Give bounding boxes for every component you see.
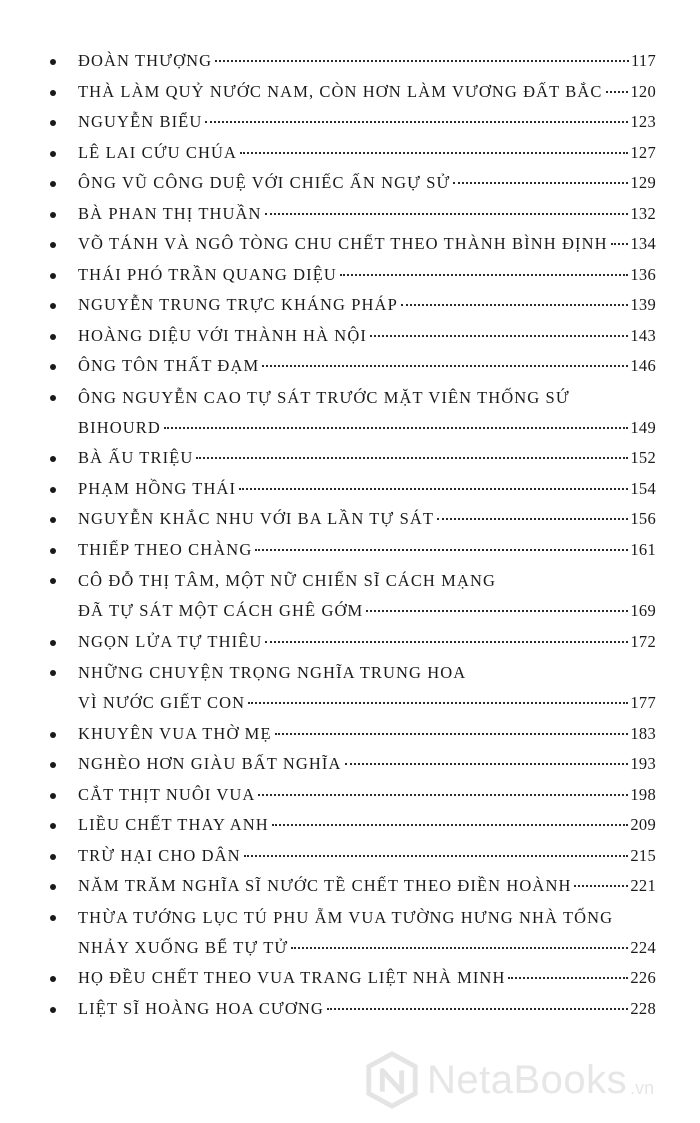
toc-entry xyxy=(50,565,656,627)
bullet-icon xyxy=(50,670,56,676)
bullet-icon xyxy=(50,487,56,493)
toc-line xyxy=(78,351,656,382)
toc-title: TRỪ HẠI CHO DÂN xyxy=(78,845,241,865)
bullet-icon xyxy=(50,395,56,401)
toc-page-number: 146 xyxy=(630,356,656,375)
dot-leader xyxy=(611,242,629,245)
toc-title: HOÀNG DIỆU VỚI THÀNH HÀ NỘI xyxy=(78,325,367,345)
toc-title: ÔNG VŨ CÔNG DUỆ VỚI CHIẾC ẤN NGỰ SỬ xyxy=(78,173,451,192)
toc-line xyxy=(78,657,656,688)
toc-page-number: 129 xyxy=(630,173,656,192)
toc-line xyxy=(78,749,656,780)
dot-leader xyxy=(164,426,628,429)
toc-entry xyxy=(50,474,656,505)
bullet-icon xyxy=(50,1007,56,1013)
toc-title: VÌ NƯỚC GIẾT CON xyxy=(78,693,246,712)
toc-page-number: 143 xyxy=(630,325,656,345)
toc-title: THIẾP THEO CHÀNG xyxy=(78,539,253,559)
toc-title: CẮT THỊT NUÔI VUA xyxy=(78,784,256,804)
toc-entry xyxy=(50,382,656,444)
toc-line xyxy=(78,871,656,902)
dot-leader xyxy=(345,762,629,765)
dot-leader xyxy=(262,364,628,367)
toc-entry xyxy=(50,229,656,260)
bullet-icon xyxy=(50,793,56,799)
bullet-icon xyxy=(50,90,56,96)
dot-leader xyxy=(340,273,628,276)
bullet-icon xyxy=(50,212,56,218)
dot-leader xyxy=(508,976,628,979)
bullet-icon xyxy=(50,915,56,921)
bullet-icon xyxy=(50,640,56,646)
dot-leader xyxy=(574,884,628,887)
dot-leader xyxy=(291,946,628,949)
toc-page-number: 134 xyxy=(630,234,656,253)
toc-line xyxy=(78,382,656,413)
toc-entry xyxy=(50,443,656,474)
toc-title: VÕ TÁNH VÀ NGÔ TÒNG CHU CHẾT THEO THÀNH BÌNH ĐỊNH xyxy=(78,234,608,253)
dot-leader xyxy=(370,334,628,337)
toc-page-number: 228 xyxy=(630,998,656,1018)
toc-entry xyxy=(50,321,656,352)
bullet-icon xyxy=(50,334,56,340)
dot-leader xyxy=(244,854,629,857)
toc-title: NGỌN LỬA TỰ THIÊU xyxy=(78,631,263,651)
bullet-icon xyxy=(50,120,56,126)
toc-page-number: 127 xyxy=(630,142,656,162)
dot-leader xyxy=(258,793,628,796)
toc-page-number: 209 xyxy=(630,815,656,834)
toc-entry xyxy=(50,719,656,750)
dot-leader xyxy=(239,487,628,490)
dot-leader xyxy=(196,456,628,459)
toc-title: LIỆT SĨ HOÀNG HOA CƯƠNG xyxy=(78,998,324,1018)
dot-leader xyxy=(453,181,628,184)
bullet-icon xyxy=(50,59,56,65)
toc-title: PHẠM HỒNG THÁI xyxy=(78,478,237,498)
toc-entry xyxy=(50,963,656,994)
toc-line xyxy=(78,841,656,872)
bullet-icon xyxy=(50,976,56,982)
toc-page-number: 136 xyxy=(630,264,656,284)
dot-leader xyxy=(401,303,628,306)
toc-title: KHUYÊN VUA THỜ MẸ xyxy=(78,723,272,743)
toc-page-number: 169 xyxy=(630,601,656,620)
bullet-icon xyxy=(50,181,56,187)
toc-page-number: 172 xyxy=(630,631,656,651)
toc-title: NGUYỄN KHẮC NHU VỚI BA LẦN TỰ SÁT xyxy=(78,509,435,528)
toc-entry xyxy=(50,810,656,841)
toc-page-number: 221 xyxy=(630,876,656,895)
toc-page-number: 224 xyxy=(630,937,656,957)
bullet-icon xyxy=(50,364,56,370)
toc-title: LÊ LAI CỨU CHÚA xyxy=(78,142,237,162)
toc-page-number: 161 xyxy=(630,539,656,559)
dot-leader xyxy=(255,548,628,551)
toc-entry xyxy=(50,351,656,382)
toc-line xyxy=(78,199,656,230)
bullet-icon xyxy=(50,884,56,890)
toc-title: THÁI PHÓ TRẦN QUANG DIỆU xyxy=(78,264,337,284)
dot-leader xyxy=(366,609,628,612)
toc-entry xyxy=(50,199,656,230)
bullet-icon xyxy=(50,242,56,248)
toc-title: NGHÈO HƠN GIÀU BẤT NGHĨA xyxy=(78,754,342,773)
watermark-suffix: .vn xyxy=(630,1078,655,1098)
toc-line xyxy=(78,321,656,352)
toc-page-number: 177 xyxy=(630,693,656,712)
dot-leader xyxy=(327,1007,628,1010)
toc-line xyxy=(78,780,656,811)
toc-title: ÔNG TÔN THẤT ĐẠM xyxy=(78,356,260,375)
dot-leader xyxy=(215,59,629,62)
table-of-contents xyxy=(50,46,656,1024)
toc-title: THỪA TƯỚNG LỤC TÚ PHU ẴM VUA TƯỜNG HƯNG NHÀ TỐNG xyxy=(78,907,614,927)
toc-entry xyxy=(50,504,656,535)
toc-title: ÔNG NGUYỄN CAO TỰ SÁT TRƯỚC MẶT VIÊN THỐNG SỨ xyxy=(78,387,570,407)
toc-entry xyxy=(50,994,656,1025)
toc-entry xyxy=(50,749,656,780)
toc-line xyxy=(78,535,656,566)
toc-title: NGUYỄN BIỂU xyxy=(78,112,203,131)
bullet-icon xyxy=(50,548,56,554)
toc-page-number: 132 xyxy=(630,203,656,223)
toc-line xyxy=(78,138,656,169)
dot-leader xyxy=(606,90,629,93)
toc-entry xyxy=(50,627,656,658)
netabooks-logo-icon xyxy=(363,1051,421,1109)
toc-title: HỌ ĐỀU CHẾT THEO VUA TRANG LIỆT NHÀ MINH xyxy=(78,968,506,987)
toc-title: BÀ PHAN THỊ THUẦN xyxy=(78,203,262,223)
toc-line xyxy=(78,413,656,444)
toc-page-number: 226 xyxy=(630,968,656,987)
toc-page-number: 215 xyxy=(630,845,656,865)
toc-page-number: 117 xyxy=(630,51,656,70)
toc-line xyxy=(78,46,656,77)
toc-entry xyxy=(50,77,656,108)
toc-page-number: 183 xyxy=(630,723,656,743)
dot-leader xyxy=(437,517,628,520)
dot-leader xyxy=(275,732,629,735)
toc-line xyxy=(78,260,656,291)
toc-title: ĐOÀN THƯỢNG xyxy=(78,51,213,70)
toc-title: NGUYỄN TRUNG TRỰC KHÁNG PHÁP xyxy=(78,295,398,314)
toc-title: THÀ LÀM QUỶ NƯỚC NAM, CÒN HƠN LÀM VƯƠNG ĐẤT BẮC xyxy=(78,81,603,101)
bullet-icon xyxy=(50,151,56,157)
toc-line xyxy=(78,627,656,658)
toc-page-number: 154 xyxy=(630,478,656,498)
toc-entry xyxy=(50,780,656,811)
toc-title: NHẢY XUỐNG BỂ TỰ TỬ xyxy=(78,937,289,957)
toc-title: CÔ ĐỖ THỊ TÂM, MỘT NỮ CHIẾN SĨ CÁCH MẠNG xyxy=(78,571,496,590)
toc-entry xyxy=(50,168,656,199)
toc-entry xyxy=(50,535,656,566)
toc-page-number: 152 xyxy=(630,448,656,467)
toc-line xyxy=(78,107,656,138)
toc-entry xyxy=(50,657,656,719)
dot-leader xyxy=(272,823,629,826)
bullet-icon xyxy=(50,854,56,860)
toc-entry xyxy=(50,841,656,872)
toc-entry xyxy=(50,138,656,169)
toc-entry xyxy=(50,871,656,902)
bullet-icon xyxy=(50,517,56,523)
toc-page-number: 123 xyxy=(630,112,656,131)
toc-line xyxy=(78,504,656,535)
bullet-icon xyxy=(50,456,56,462)
toc-page-number: 149 xyxy=(630,417,656,437)
toc-line xyxy=(78,933,656,964)
dot-leader xyxy=(240,151,628,154)
toc-title: BIHOURD xyxy=(78,417,161,437)
dot-leader xyxy=(265,640,628,643)
toc-entry xyxy=(50,260,656,291)
bullet-icon xyxy=(50,578,56,584)
toc-line xyxy=(78,810,656,841)
bullet-icon xyxy=(50,303,56,309)
toc-line xyxy=(78,168,656,199)
toc-line xyxy=(78,688,656,719)
toc-entry xyxy=(50,290,656,321)
toc-line xyxy=(78,902,656,933)
toc-line xyxy=(78,77,656,108)
toc-line xyxy=(78,963,656,994)
toc-title: NHỮNG CHUYỆN TRỌNG NGHĨA TRUNG HOA xyxy=(78,663,467,682)
watermark-brand: NetaBooks xyxy=(427,1057,628,1102)
toc-page-number: 198 xyxy=(630,784,656,804)
toc-title: BÀ ẤU TRIỆU xyxy=(78,448,194,467)
toc-line xyxy=(78,474,656,505)
bullet-icon xyxy=(50,273,56,279)
toc-line xyxy=(78,290,656,321)
toc-title: NĂM TRĂM NGHĨA SĨ NƯỚC TỀ CHẾT THEO ĐIỀN HOÀNH xyxy=(78,876,572,895)
dot-leader xyxy=(205,120,628,123)
toc-page-number: 120 xyxy=(630,81,656,101)
netabooks-watermark xyxy=(363,1045,693,1115)
toc-line xyxy=(78,596,656,627)
toc-entry xyxy=(50,46,656,77)
toc-entry xyxy=(50,107,656,138)
toc-page-number: 139 xyxy=(630,295,656,314)
toc-page-number: 156 xyxy=(630,509,656,528)
toc-line xyxy=(78,719,656,750)
toc-line xyxy=(78,229,656,260)
toc-line xyxy=(78,565,656,596)
bullet-icon xyxy=(50,762,56,768)
toc-entry xyxy=(50,902,656,964)
toc-line xyxy=(78,443,656,474)
toc-line xyxy=(78,994,656,1025)
dot-leader xyxy=(265,212,629,215)
dot-leader xyxy=(248,701,628,704)
toc-title: ĐÃ TỰ SÁT MỘT CÁCH GHÊ GỚM xyxy=(78,601,364,620)
bullet-icon xyxy=(50,732,56,738)
toc-page-number: 193 xyxy=(630,754,656,773)
bullet-icon xyxy=(50,823,56,829)
toc-title: LIỀU CHẾT THAY ANH xyxy=(78,815,269,834)
